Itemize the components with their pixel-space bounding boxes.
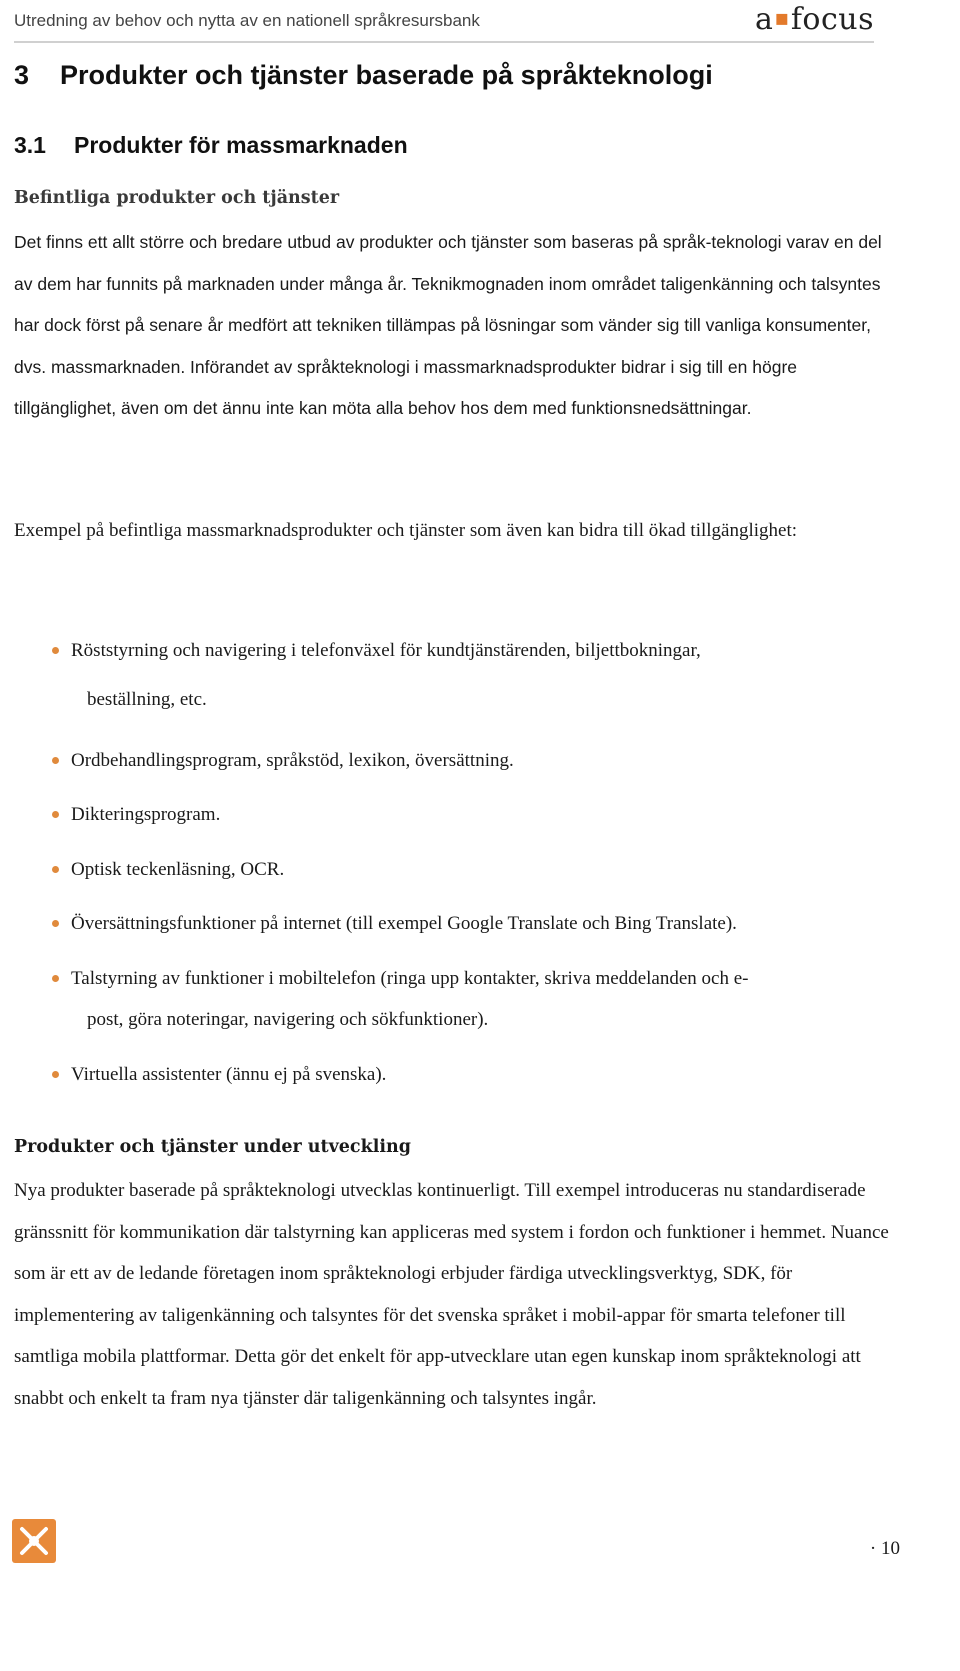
list-item-text: Talstyrning av funktioner i mobiltelefon (ringa upp kontakter, skriva meddelanden och e-	[71, 967, 749, 989]
subheading-products-in-development: Produkter och tjänster under utveckling	[14, 1137, 411, 1157]
list-item-continuation: post, göra noteringar, navigering och sökfunktioner).	[87, 1009, 489, 1030]
subheading-existing-products: Befintliga produkter och tjänster	[14, 188, 340, 208]
bullet-icon	[52, 647, 59, 654]
chapter-heading	[14, 60, 894, 91]
list-item-text: Dikteringsprogram.	[71, 804, 221, 825]
examples-list	[14, 630, 899, 1108]
bullet-icon	[52, 811, 59, 818]
logo-right: focus	[790, 2, 874, 37]
paragraph-examples-intro: Exempel på befintliga massmarknadsprodukter och tjänster som även kan bidra till ökad tillgänglighet:	[14, 520, 798, 541]
list-item-text: Röststyrning och navigering i telefonväxel för kundtjänstärenden, biljettbokningar,	[71, 640, 701, 661]
bullet-icon	[52, 920, 59, 927]
list-item-text: Översättningsfunktioner på internet (till exempel Google Translate och Bing Translate).	[71, 913, 737, 934]
list-item	[14, 630, 899, 727]
list-item	[14, 1054, 899, 1096]
section-number: 3.1	[14, 132, 46, 158]
logo-left: a	[755, 2, 774, 37]
section-title: Produkter för massmarknaden	[74, 132, 408, 158]
header-divider	[14, 41, 874, 43]
paragraph-products-in-development: Nya produkter baserade på språkteknologi utvecklas kontinuerligt. Till exempel introduceras nu standardiserade gränssnitt för kommunikation där talstyrning kan appliceras med system i fordon och funktioner i hemmet. Nuance som är ett av de ledande företagen inom språkteknologi erbjuder färdiga utvecklingsverktyg, SDK, för implementering av taligenkänning och talsyntes för det svenska språket i mobil-appar för smarta telefoner till samtliga mobila plattformar. Detta gör det enkelt för app-utvecklare utan egen kunskap inom språkteknologi att snabbt och enkelt ta fram nya tjänster där taligenkänning och talsyntes ingår.	[14, 1180, 889, 1409]
list-item	[14, 958, 899, 1041]
footer-star-logo-icon	[12, 1519, 56, 1563]
list-item	[14, 903, 899, 945]
page-number: · 10	[869, 1538, 900, 1559]
bullet-icon	[52, 757, 59, 764]
chapter-title: Produkter och tjänster baserade på språkteknologi	[60, 60, 713, 90]
list-item-continuation: beställning, etc.	[87, 688, 207, 710]
afocus-logo	[755, 2, 874, 37]
header-title: Utredning av behov och nytta av en nationell språkresursbank	[14, 11, 480, 30]
chapter-number: 3	[14, 60, 30, 90]
list-item	[14, 794, 899, 836]
list-item-text: Optisk teckenläsning, OCR.	[71, 858, 285, 880]
bullet-icon	[52, 866, 59, 873]
list-item	[14, 849, 899, 891]
paragraph-existing-products: Det finns ett allt större och bredare utbud av produkter och tjänster som baseras på språk-teknologi varav en del av dem har funnits på marknaden under många år. Teknikmognaden inom området taligenkänning och talsyntes har dock först på senare år medfört att tekniken tillämpas på lösningar som vänder sig till vanliga konsumenter, dvs. massmarknaden. Införandet av språkteknologi i massmarknadsprodukter bidrar i sig till en högre tillgänglighet, även om det ännu inte kan möta alla behov hos dem med funktionsnedsättningar.	[14, 232, 882, 418]
list-item-text: Virtuella assistenter (ännu ej på svenska).	[71, 1063, 387, 1085]
running-header	[14, 2, 874, 40]
list-item-text: Ordbehandlingsprogram, språkstöd, lexikon, översättning.	[71, 749, 514, 771]
bullet-icon	[52, 1071, 59, 1078]
section-heading	[14, 132, 894, 159]
bullet-icon	[52, 975, 59, 982]
logo-dot-icon: ▪	[774, 6, 790, 31]
list-item	[14, 740, 899, 782]
